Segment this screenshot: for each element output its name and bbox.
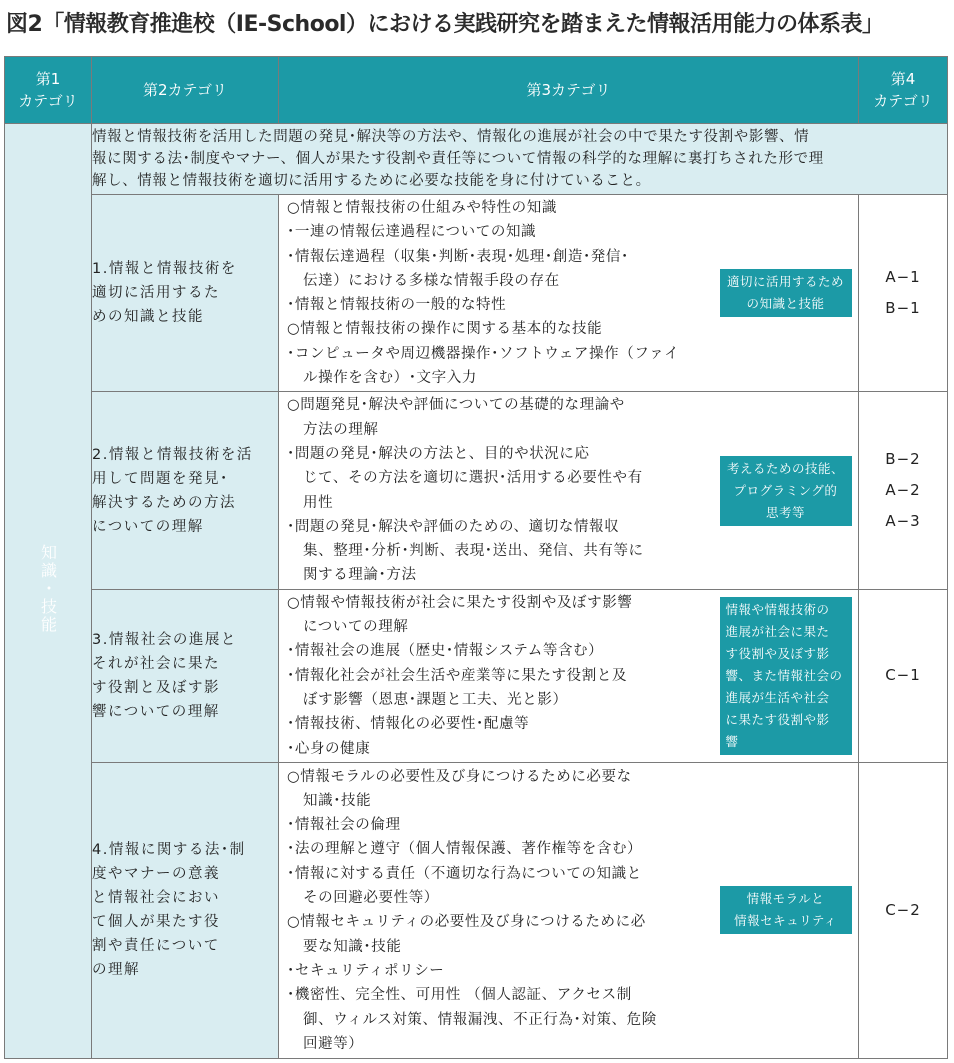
summary-badge-line: 情報や情報技術の — [725, 601, 830, 617]
category-3-item: ○情報や情報技術が社会に果たす役割や及ぼす影響 — [287, 594, 633, 611]
summary-badge-line: 響 — [725, 733, 739, 749]
category-4-code: B−2 — [885, 450, 921, 469]
category-3-items — [279, 590, 719, 762]
intro-row — [5, 124, 948, 195]
category-3-item: 回避等） — [303, 1035, 364, 1052]
summary-badge — [720, 886, 852, 934]
badge-area — [719, 886, 858, 934]
category-4-cell — [859, 762, 948, 1058]
intro-description — [92, 124, 948, 195]
category-3-content — [279, 392, 858, 588]
intro-line: 情報と情報技術を活用した問題の発見･解決等の方法や、情報化の進展が社会の中で果たす役割や影響、情 — [92, 129, 810, 145]
category-3-item: ぼす影響（恩恵･課題と工夫、光と影） — [303, 691, 568, 708]
category-2-line: 3.情報社会の進展と — [92, 631, 237, 648]
category-1-cell — [5, 124, 92, 1059]
category-2-line: 4.情報に関する法･制 — [92, 842, 246, 859]
category-3-item: その回避必要性等） — [303, 890, 439, 907]
category-2-cell — [92, 392, 279, 589]
category-3-item: ･問題の発見･解決や評価のための、適切な情報収 — [287, 518, 620, 535]
category-3-item: ･法の理解と遵守（個人情報保護、著作権等を含む） — [287, 841, 643, 858]
category-3-item: ･セキュリティポリシー — [287, 962, 445, 979]
category-3-cell — [279, 195, 859, 392]
category-2-line: めの知識と技能 — [92, 309, 204, 326]
category-3-item: 方法の理解 — [303, 421, 379, 438]
category-3-item: ･機密性、完全性、可用性 （個人認証、アクセス制 — [287, 987, 632, 1004]
category-4-code: C−1 — [885, 666, 921, 685]
category-3-item: ･問題の発見･解決の方法と、目的や状況に応 — [287, 445, 590, 462]
category-3-content — [279, 590, 858, 762]
category-2-line: と情報社会におい — [92, 890, 220, 907]
header-category-4-line: カテゴリ — [873, 92, 933, 110]
category-3-item: ･情報社会の進展（歴史･情報システム等含む） — [287, 643, 604, 660]
intro-line: 解し、情報と情報技術を適切に活用するために必要な技能を身に付けていること。 — [92, 173, 651, 189]
summary-badge-line: 情報セキュリティ — [734, 913, 837, 929]
category-3-items — [279, 195, 719, 391]
badge-area — [719, 456, 858, 526]
header-category-1-line: カテゴリ — [18, 92, 78, 110]
category-2-line: の理解 — [92, 962, 140, 979]
category-3-item: ○問題発見･解決や評価についての基礎的な理論や — [287, 397, 625, 414]
category-3-item: ル操作を含む）･文字入力 — [303, 370, 477, 387]
category-4-cell — [859, 589, 948, 762]
category-2-line: 用して問題を発見･ — [92, 470, 229, 487]
category-2-line: についての理解 — [92, 518, 204, 535]
category-3-item: ･情報に対する責任（不適切な行為についての知識と — [287, 865, 642, 882]
category-3-cell — [279, 762, 859, 1058]
category-3-item: ○情報と情報技術の仕組みや特性の知識 — [287, 200, 557, 216]
category-3-item: 用性 — [303, 494, 334, 511]
summary-badge-line: 進展が社会に果た — [725, 623, 830, 639]
category-2-line: それが社会に果た — [92, 655, 220, 672]
category-3-item: ･一連の情報伝達過程についての知識 — [287, 224, 537, 241]
category-3-item: ･コンピュータや周辺機器操作･ソフトウェア操作（ファイ — [287, 345, 680, 362]
category-3-item: 御、ウィルス対策、情報漏洩、不正行為･対策、危険 — [303, 1011, 657, 1028]
category-4-code: A−1 — [885, 268, 921, 287]
summary-badge-line: 思考等 — [765, 504, 805, 520]
category-3-item: ･情報伝達過程（収集･判断･表現･処理･創造･発信･ — [287, 248, 629, 265]
category-3-item: 集、整理･分析･判断、表現･送出、発信、共有等に — [303, 543, 644, 560]
table-row — [5, 589, 948, 762]
summary-badge-line: プログラミング的 — [733, 482, 838, 498]
header-category-1 — [5, 57, 92, 124]
category-3-item: ○情報と情報技術の操作に関する基本的な技能 — [287, 321, 603, 338]
category-4-cell — [859, 392, 948, 589]
summary-badge-line: 情報モラルと — [746, 891, 825, 907]
category-3-cell — [279, 392, 859, 589]
category-4-code: B−1 — [885, 299, 921, 318]
category-4-code: C−2 — [885, 900, 921, 919]
competency-table — [4, 56, 948, 1059]
category-3-cell — [279, 589, 859, 762]
summary-badge-line: の知識と技能 — [746, 296, 825, 312]
category-2-line: 響についての理解 — [92, 703, 220, 720]
category-1-label: 知識・技能 — [38, 543, 58, 634]
summary-badge-line: 響、また情報社会の — [725, 667, 843, 683]
category-3-items — [279, 392, 719, 588]
summary-badge-line: 適切に活用するため — [726, 274, 844, 290]
category-2-cell — [92, 762, 279, 1058]
summary-badge-line: 進展が生活や社会 — [725, 689, 830, 705]
header-category-3: 第3カテゴリ — [279, 57, 859, 124]
category-3-content — [279, 195, 858, 391]
category-2-cell — [92, 589, 279, 762]
header-category-2: 第2カテゴリ — [92, 57, 279, 124]
category-2-cell — [92, 195, 279, 392]
badge-area — [719, 597, 858, 755]
header-category-1-line: 第1 — [35, 70, 61, 88]
category-2-line: 度やマナーの意義 — [92, 866, 220, 883]
summary-badge — [720, 456, 852, 526]
category-3-item: ･心身の健康 — [287, 740, 371, 757]
category-3-item: ･情報社会の倫理 — [287, 817, 401, 834]
intro-line: 報に関する法･制度やマナー、個人が果たす役割や責任等について情報の科学的な理解に裏打ちされた形で理 — [92, 151, 824, 167]
category-3-content — [279, 764, 858, 1058]
category-3-item: じて、その方法を適切に選択･活用する必要性や有 — [303, 470, 643, 487]
category-2-line: 2.情報と情報技術を活 — [92, 446, 253, 463]
category-4-code: A−3 — [885, 512, 921, 531]
category-2-line: 1.情報と情報技術を — [92, 261, 237, 278]
summary-badge — [720, 269, 852, 317]
category-2-line: 適切に活用するた — [92, 285, 220, 302]
summary-badge-line: に果たす役割や影 — [725, 711, 830, 727]
table-row — [5, 762, 948, 1058]
summary-badge — [720, 597, 852, 755]
category-3-item: 知識･技能 — [303, 792, 372, 809]
category-4-code: A−2 — [885, 481, 921, 500]
category-2-line: 割や責任について — [92, 938, 220, 955]
category-3-item: ○情報モラルの必要性及び身につけるために必要な — [287, 768, 632, 785]
category-3-items — [279, 764, 719, 1058]
summary-badge-line: 考えるための技能、 — [726, 460, 844, 476]
category-3-item: 関する理論･方法 — [303, 567, 417, 584]
category-4-cell — [859, 195, 948, 392]
badge-area — [719, 269, 858, 317]
category-3-item: ･情報と情報技術の一般的な特性 — [287, 297, 507, 314]
category-3-item: 伝達）における多様な情報手段の存在 — [303, 272, 560, 289]
category-2-line: す役割と及ぼす影 — [92, 679, 220, 696]
category-3-item: ○情報セキュリティの必要性及び身につけるために必 — [287, 914, 646, 931]
category-2-line: 解決するための方法 — [92, 494, 236, 511]
category-3-item: ･情報技術、情報化の必要性･配慮等 — [287, 716, 530, 733]
table-row — [5, 392, 948, 589]
category-2-line: て個人が果たす役 — [92, 914, 220, 931]
table-row — [5, 195, 948, 392]
document-title: 図2「情報教育推進校（IE-School）における実践研究を踏まえた情報活用能力の体系表」 — [6, 12, 884, 37]
summary-badge-line: す役割や及ぼす影 — [725, 645, 830, 661]
category-3-item: についての理解 — [303, 619, 409, 636]
header-row — [5, 57, 948, 124]
category-3-item: ･情報化社会が社会生活や産業等に果たす役割と及 — [287, 667, 628, 684]
category-3-item: 要な知識･技能 — [303, 938, 402, 955]
header-category-4 — [859, 57, 948, 124]
header-category-4-line: 第4 — [890, 70, 916, 88]
